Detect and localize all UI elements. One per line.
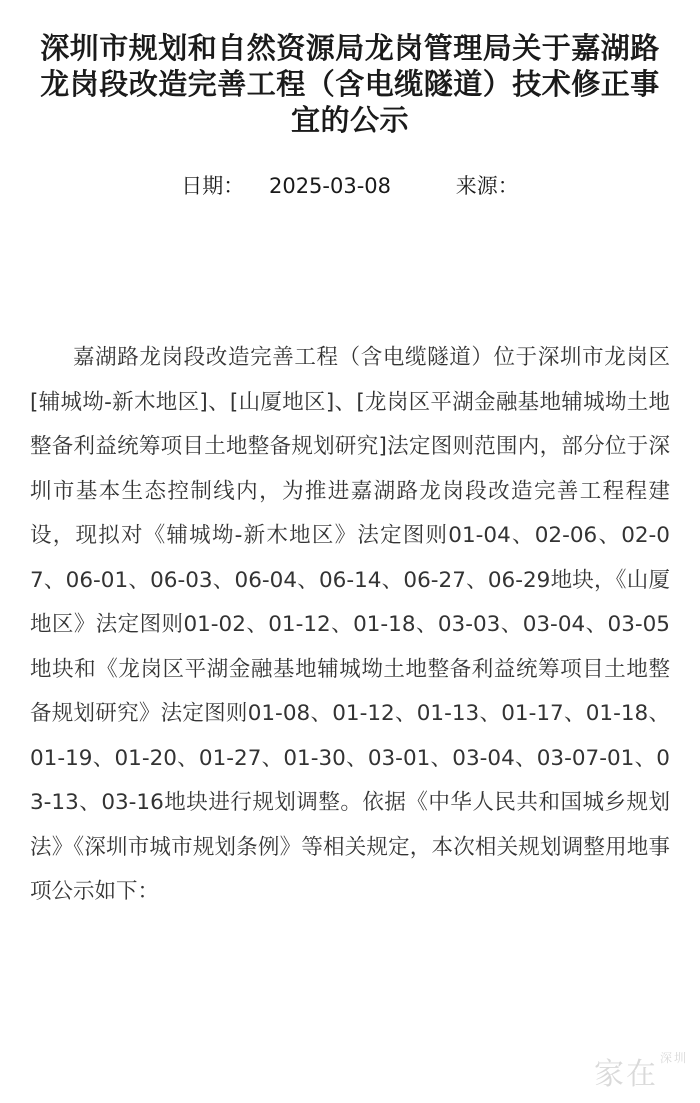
date-label: 日期： <box>181 174 245 198</box>
watermark-sub: 深圳 <box>659 1051 688 1065</box>
article-title: 深圳市规划和自然资源局龙岗管理局关于嘉湖路龙岗段改造完善工程（含电缆隧道）技术修正事宜的公示 <box>40 31 660 137</box>
site-watermark <box>594 1049 688 1093</box>
source-label: 来源： <box>455 174 519 198</box>
article-body: 嘉湖路龙岗段改造完善工程（含电缆隧道）位于深圳市龙岗区[辅城坳-新木地区]、[山厦地区]、[龙岗区平湖金融基地辅城坳土地整备利益统筹项目土地整备规划研究]法定图则范围内，部分位于深圳市基本生态控制线内，为推进嘉湖路龙岗段改造完善工程程建设，现拟对《辅城坳-新木地区》法定图则01-04、02-06、02-07、06-01、06-03、06-04、06-14、06-27、06-29地块，《山厦地区》法定图则01-02、01-12、01-18、03-03、03-04、03-05地块和《龙岗区平湖金融基地辅城坳土地整备利益统筹项目土地整备规划研究》法定图则01-08、01-12、01-13、01-17、01-18、01-19、01-20、01-27、01-30、03-01、03-04、03-07-01、03-13、03-16地块进行规划调整。依据《中华人民共和国城乡规划法》《深圳市城市规划条例》等相关规定，本次相关规划调整用地事项公示如下： <box>30 345 670 904</box>
article-meta <box>30 172 670 200</box>
date-value: 2025-03-08 <box>268 174 392 198</box>
watermark-text: 家在 <box>593 1057 658 1092</box>
